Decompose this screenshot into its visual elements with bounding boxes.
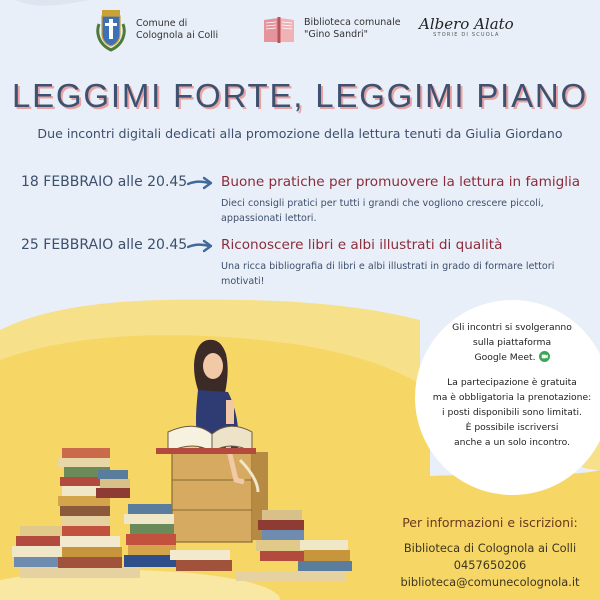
info-line: Google Meet. xyxy=(474,352,536,363)
comune-logo xyxy=(94,8,218,52)
albero-logo-text: Albero Alato xyxy=(419,15,514,33)
header xyxy=(0,8,600,54)
biblioteca-logo xyxy=(262,14,401,44)
event-date: 18 FEBBRAIO alle 20.45 xyxy=(21,174,188,190)
contact-block xyxy=(380,515,600,591)
google-meet-icon xyxy=(539,351,550,362)
contact-email-link[interactable]: biblioteca@comunecolognola.it xyxy=(400,575,580,589)
info-line: anche a un solo incontro. xyxy=(454,437,570,448)
event-description: Una ricca bibliografia di libri e albi illustrati in grado di formare lettori motivati! xyxy=(221,261,555,287)
event-date: 25 FEBBRAIO alle 20.45 xyxy=(21,237,188,253)
contact-library: Biblioteca di Colognola ai Colli xyxy=(403,541,577,555)
page-title: LEGGIMI FORTE, LEGGIMI PIANO xyxy=(11,77,589,114)
comune-text xyxy=(136,18,218,42)
comune-label: Comune di xyxy=(136,18,188,29)
info-line: sulla piattaforma xyxy=(472,337,552,348)
info-line: È possibile iscriversi xyxy=(465,422,559,433)
albero-logo-subtitle: STORIE DI SCUOLA xyxy=(433,32,500,38)
contact-phone[interactable]: 0457650206 xyxy=(453,558,527,572)
arrow-right-icon xyxy=(187,239,213,253)
info-line: i posti disponibili sono limitati. xyxy=(442,407,582,418)
arrow-right-icon xyxy=(187,176,213,190)
wooden-crate xyxy=(172,452,268,542)
book-stack-left xyxy=(12,448,130,568)
open-book-icon xyxy=(262,14,296,44)
biblioteca-name: "Gino Sandri" xyxy=(304,29,369,40)
albero-alato-logo xyxy=(419,16,514,38)
event-description: Dieci consigli pratici per tutti i grandi che vogliono crescere piccoli, appassionati lettori. xyxy=(221,198,544,224)
coat-of-arms-icon xyxy=(94,8,128,52)
info-line: ma è obbligatoria la prenotazione: xyxy=(432,392,592,403)
open-book xyxy=(156,426,256,454)
event-title: Buone pratiche per promuovere la lettura in famiglia xyxy=(221,174,581,190)
info-line-meet xyxy=(418,351,600,365)
girl-reading-illustration xyxy=(0,320,400,600)
biblioteca-text xyxy=(304,17,401,41)
biblioteca-label: Biblioteca comunale xyxy=(304,17,401,28)
comune-name: Colognola ai Colli xyxy=(136,30,219,41)
event-title: Riconoscere libri e albi illustrati di qualità xyxy=(221,237,503,253)
contact-heading: Per informazioni e iscrizioni: xyxy=(402,515,578,530)
info-line: La partecipazione è gratuita xyxy=(447,377,577,388)
page-subtitle: Due incontri digitali dedicati alla promozione della lettura tenuti da Giulia Giordano xyxy=(37,126,563,141)
info-line: Gli incontri si svolgeranno xyxy=(452,322,572,333)
